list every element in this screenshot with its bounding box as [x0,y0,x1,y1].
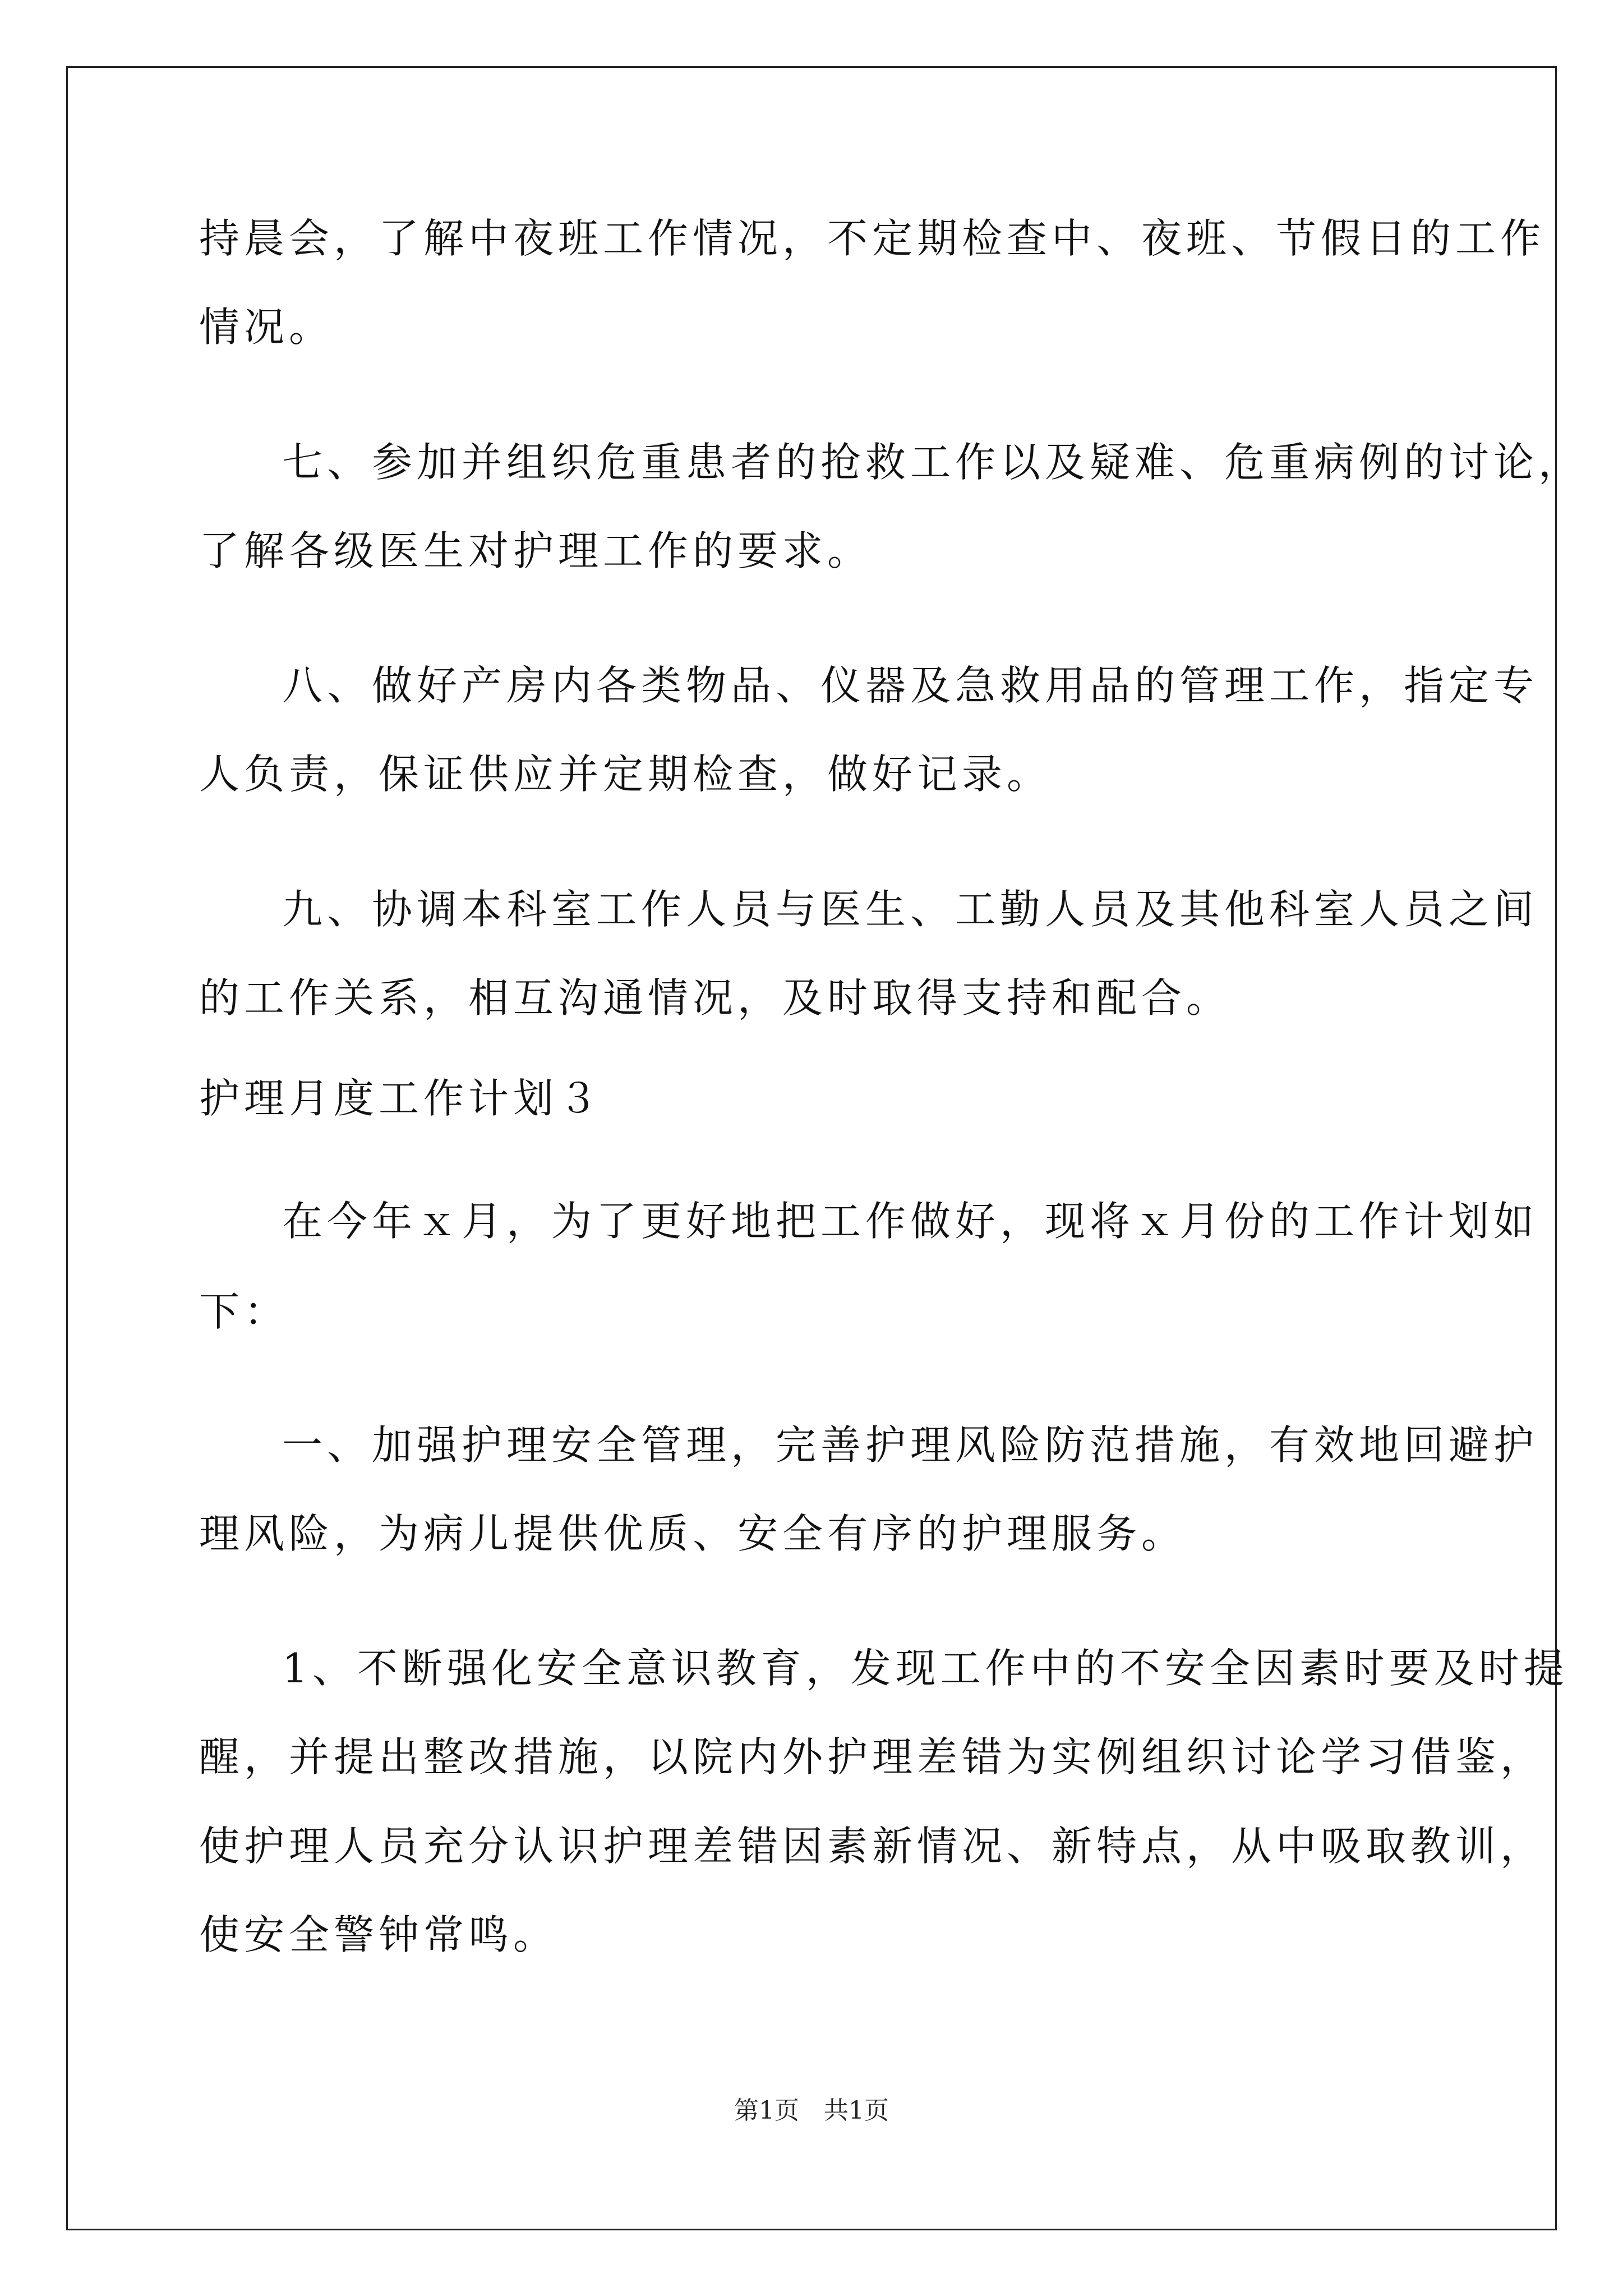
text-line: 人负责，保证供应并定期检查，做好记录。 [199,751,1052,798]
paragraph-heading-8: 八、做好产房内各类物品、仪器及急救用品的管理工作，指定专 [282,662,1539,709]
text-line: 的工作关系，相互沟通情况，及时取得支持和配合。 [199,974,1232,1022]
text-line: 了解各级医生对护理工作的要求。 [199,527,873,574]
text-line: 醒，并提出整改措施，以院内外护理差错为实例组织讨论学习借鉴， [199,1733,1546,1780]
paragraph-heading-9: 九、协调本科室工作人员与医生、工勤人员及其他科室人员之间 [282,886,1539,933]
text-line: 理风险，为病儿提供优质、安全有序的护理服务。 [199,1510,1187,1557]
section-title: 护理月度工作计划３ [199,1075,603,1122]
paragraph-intro: 在今年ｘ月，为了更好地把工作做好，现将ｘ月份的工作计划如 [282,1198,1539,1245]
text-line: 使安全警钟常鸣。 [199,1911,559,1958]
text-line: 持晨会，了解中夜班工作情况，不定期检查中、夜班、节假日的工作 [199,215,1546,262]
page-number-footer: 第1页 共1页 [734,2096,889,2125]
paragraph-heading-7: 七、参加并组织危重患者的抢救工作以及疑难、危重病例的讨论， [282,439,1584,486]
paragraph-item-1: 一、加强护理安全管理，完善护理风险防范措施，有效地回避护 [282,1421,1539,1469]
text-line: 使护理人员充分认识护理差错因素新情况、新特点，从中吸取教训， [199,1823,1546,1870]
text-line: 情况。 [199,303,334,351]
paragraph-subitem-1: 1、不断强化安全意识教育，发现工作中的不安全因素时要及时提 [282,1645,1569,1692]
text-line: 下： [199,1288,289,1335]
page-border [66,66,1557,2230]
